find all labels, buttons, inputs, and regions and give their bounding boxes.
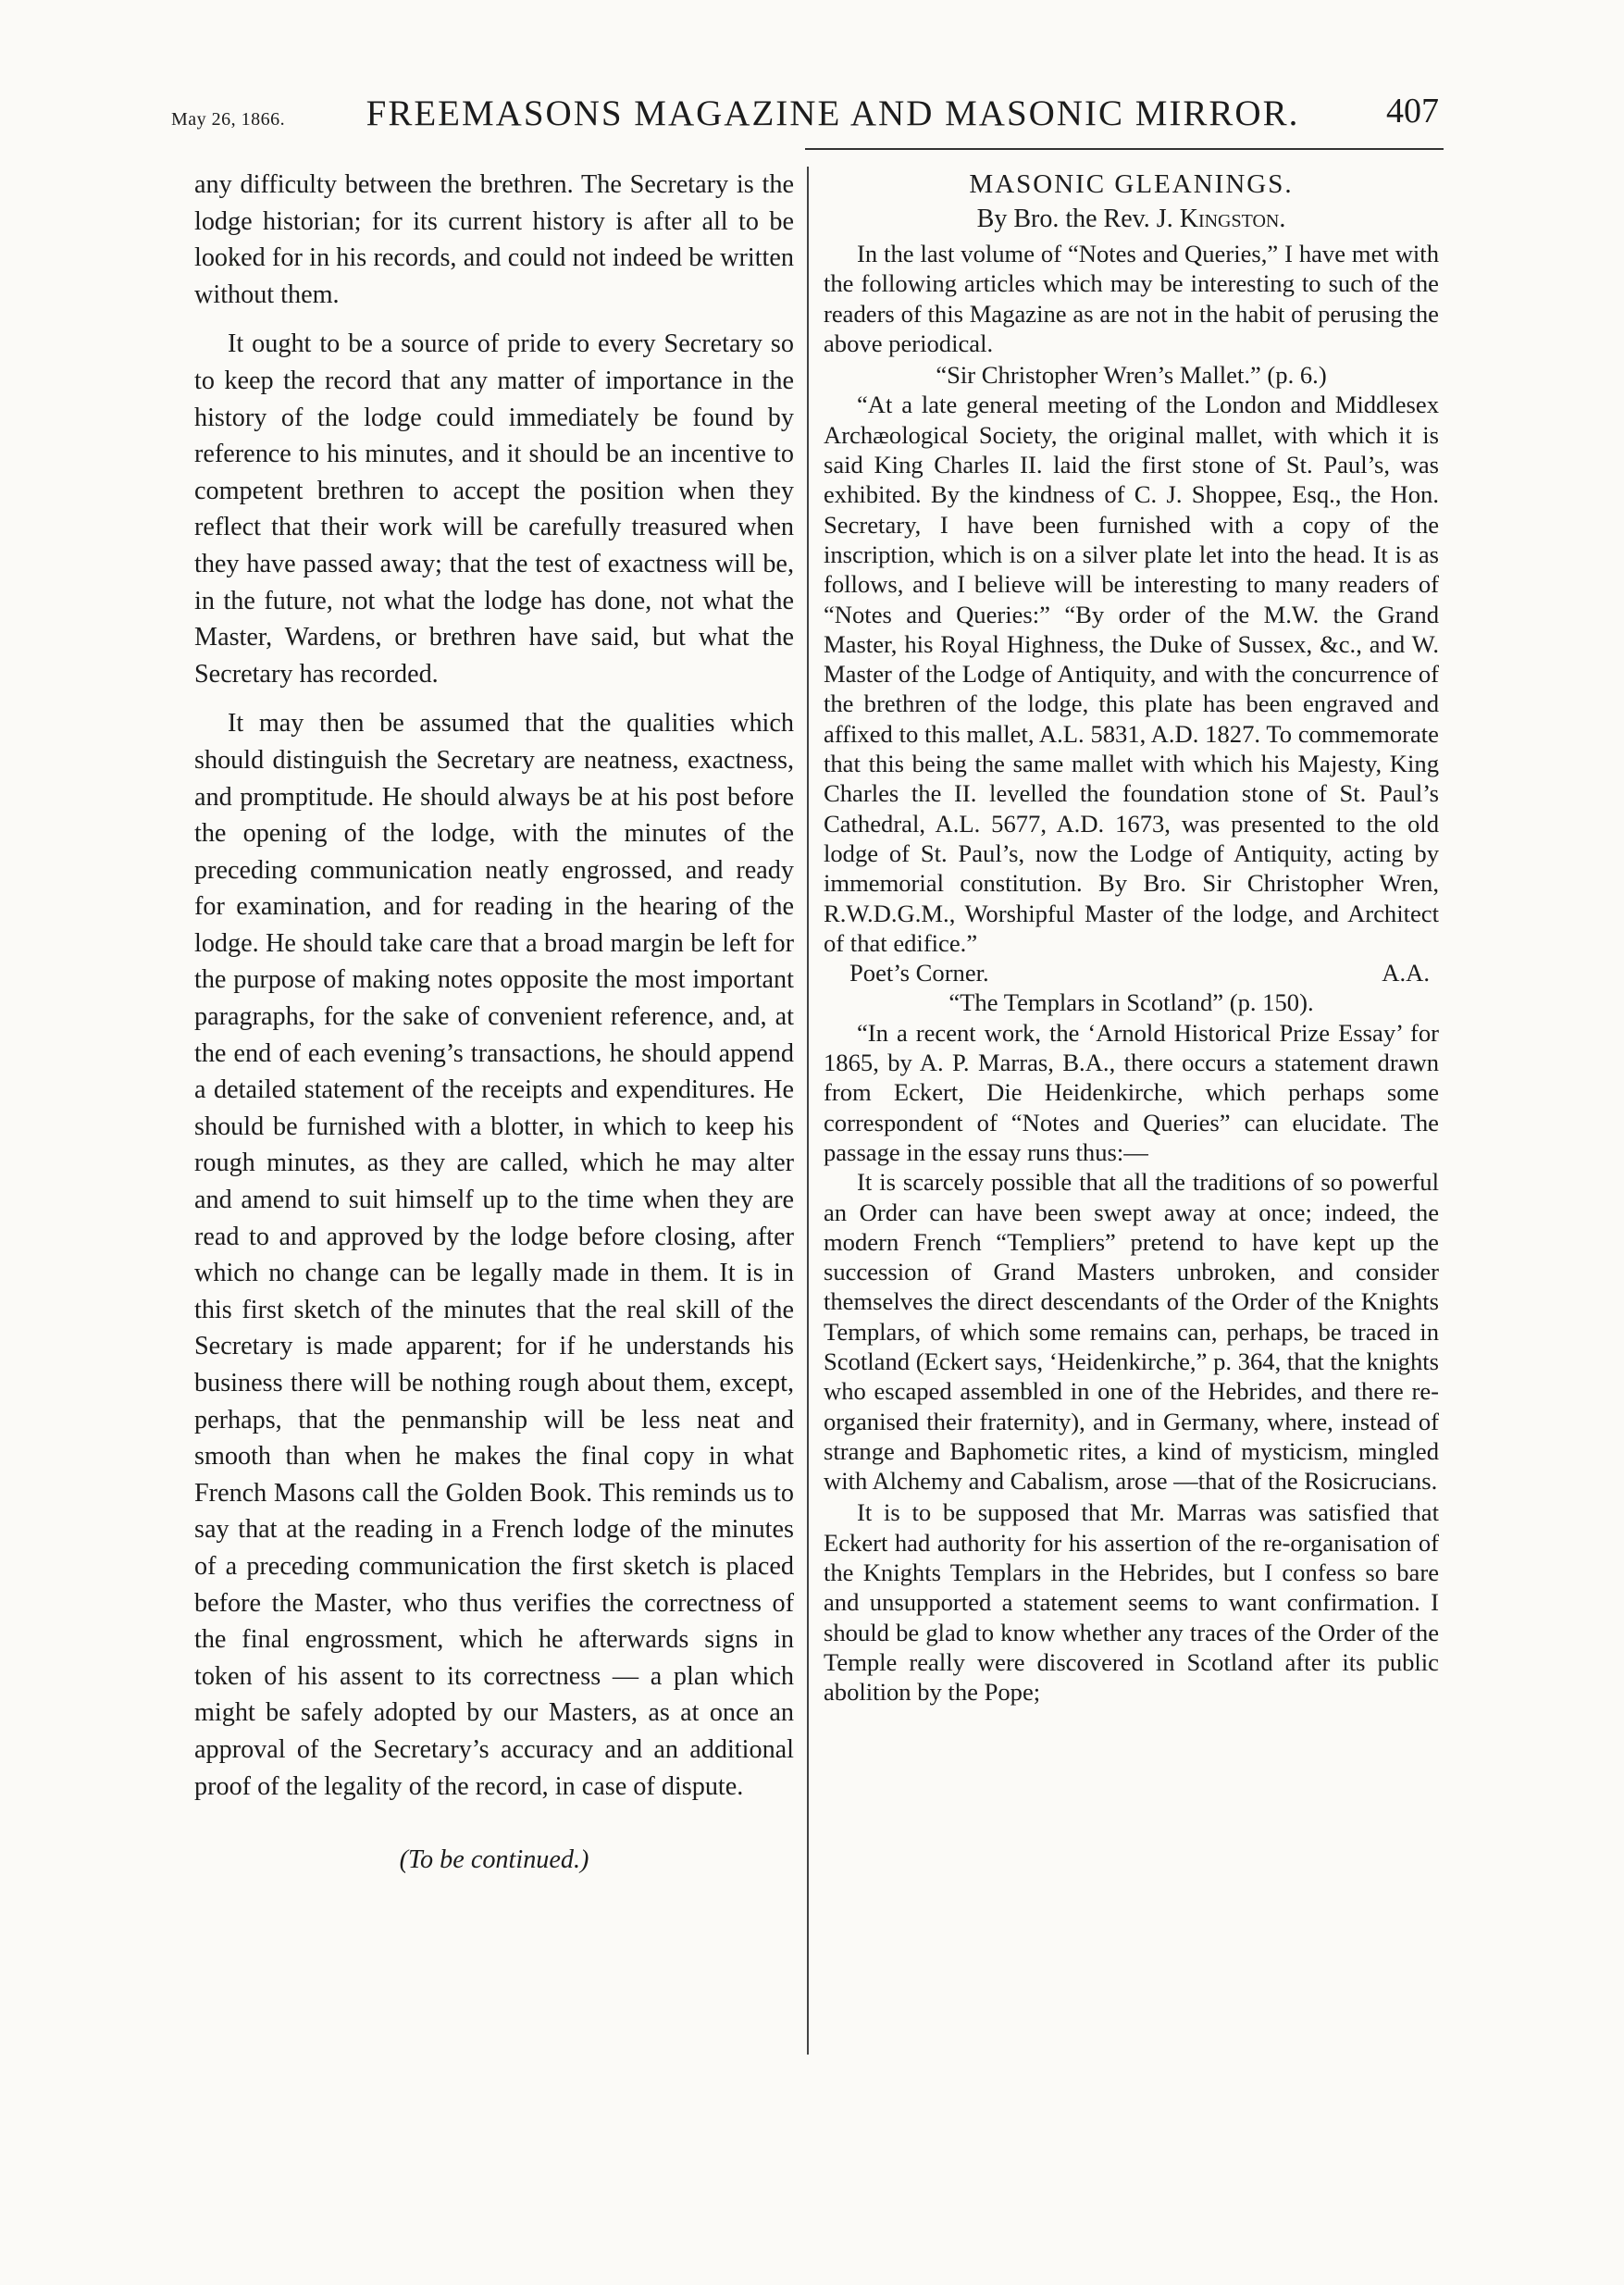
paragraph: It may then be assumed that the qualities which should distinguish the Secretary are neatness, exactness, and promptitude. He should always be at his post before the opening of the lodge, with the minutes of the preceding communication neatly engrossed, and ready for examination, and for reading in the hearing of the lodge. He should take care that a broad margin be left for the purpose of making notes opposite the most important paragraphs, for the sake of convenient reference, and, at the end of each evening’s transactions, he should append a detailed statement of the receipts and expenditures. He should be furnished with a blotter, in which to keep his rough minutes, as they are called, which he may alter and amend to suit himself up to the time when they are read to and approved by the lodge before closing, after which no change can be legally made in them. It is in this first sketch of the minutes that the real skill of the Secretary is made apparent; for if he understands his business there will be nothing rough about them, except, perhaps, that the penmanship will be less neat and smooth than when he makes the final copy in what French Masons call the Golden Book. This reminds us to say that at the reading in a French lodge of the minutes of a preceding communication the first sketch is placed before the Master, who thus verifies the correctness of the final engrossment, which he afterwards signs in token of his assent to its correctness — a plan which might be safely adopted by our Masters, as at once an approval of the Secretary’s accuracy and an additional proof of the legality of the record, in case of dispute. [194, 709, 794, 1801]
item-body: “At a late general meeting of the London and Middlesex Archæological Society, the original mallet, with which it is said King Charles II. laid the first stone of St. Paul’s, was exhibited. By the kindness of C. J. Shoppee, Esq., the Hon. Secretary, I have been furnished with a copy of the inscription, which is on a silver plate let into the head. It is as follows, and I believe will be interesting to many readers of “Notes and Queries:” “By order of the M.W. the Grand Master, his Royal Highness, the Duke of Sussex, &c., and W. Master of the Lodge of Antiquity, and with the concurrence of the brethren of the lodge, this plate has been engraved and affixed to this mallet, A.L. 5831, A.D. 1827. To commemorate that this being the same mallet with which his Majesty, King Charles the II. levelled the foundation stone of St. Paul’s Cathedral, A.L. 5677, A.D. 1673, was presented to the old lodge of St. Paul’s, now the Lodge of Antiquity, acting by immemorial constitution. By Bro. Sir Christopher Wren, R.W.D.G.M., Worshipful Master of the lodge, and Architect of that edifice.” [824, 391, 1439, 957]
byline-prefix: By Bro. the Rev. J. [976, 205, 1173, 233]
item-heading: “The Templars in Scotland” (p. 150). [948, 988, 1314, 1017]
magazine-title: FREEMASONS MAGAZINE AND MASONIC MIRROR. [366, 93, 1300, 133]
intro-paragraph: In the last volume of “Notes and Queries,” I have met with the following articles which may be interesting to such of the readers of this Magazine as are not in the habit of perusing the above periodical. [824, 240, 1439, 357]
article-byline [824, 202, 1439, 237]
page-number: 407 [1386, 92, 1439, 130]
quoted-passage: It is scarcely possible that all the traditions of so powerful an Order can have been swept away at once; indeed, the modern French “Templiers” pretend to have kept up the succession of Grand Masters unbroken, and consider themselves the direct descendants of the Order of the Knights Templars, of which some remains can, perhaps, be traced in Scotland (Eckert says, ‘Heidenkirche,” p. 364, that the knights who escaped assembled in one of the Hebrides, and there re-organised their fraternity), and in Germany, where, instead of strange and Baphometic rites, a kind of mysticism, mingled with Alchemy and Cabalism, arose —that of the Rosicrucians. [824, 1168, 1439, 1496]
comment-paragraph: It is to be supposed that Mr. Marras was satisfied that Eckert had authority for his assertion of the re-organisation of the Knights Templars in the Hebrides, but I confess so bare and unsupported a statement seems to want confirmation. I should be glad to know whether any traces of the Order of the Temple really were discovered in Scotland after its public abolition by the Pope; [824, 1498, 1439, 1707]
right-column [824, 167, 1439, 1708]
to-be-continued: (To be continued.) [399, 1845, 589, 1875]
header-rule [805, 148, 1444, 150]
issue-date: May 26, 1866. [171, 109, 286, 130]
paragraph: It ought to be a source of pride to every Secretary so to keep the record that any matter of importance in the history of the lodge could immediately be found by reference to his minutes, and it should be an incentive to competent brethren to accept the position when they reflect that their work will be carefully treasured when they have passed away; that the test of exactness will be, in the future, not what the lodge has done, not what the Master, Wardens, or brethren have said, but what the Secretary has recorded. [194, 329, 794, 689]
signature-place: Poet’s Corner. [849, 959, 989, 987]
item-heading: “Sir Christopher Wren’s Mallet.” (p. 6.) [936, 361, 1327, 390]
signature-initials: A.A. [1382, 959, 1430, 987]
item-body: “In a recent work, the ‘Arnold Historical Prize Essay’ for 1865, by A. P. Marras, B.A., there occurs a statement drawn from Eckert, Die Heidenkirche, which perhaps some correspondent of “Notes and Queries” can elucidate. The passage in the essay runs thus:— [824, 1018, 1439, 1166]
left-column [194, 167, 794, 1879]
article-title: MASONIC GLEANINGS. [969, 169, 1294, 199]
column-rule [807, 167, 809, 2055]
running-head [171, 91, 1439, 146]
paragraph: any difficulty between the brethren. The Secretary is the lodge historian; for its current history is after all to be looked for in his records, and could not indeed be written without them. [194, 170, 794, 309]
item-signature [824, 958, 1439, 987]
author-name: Kingston. [1179, 205, 1286, 233]
